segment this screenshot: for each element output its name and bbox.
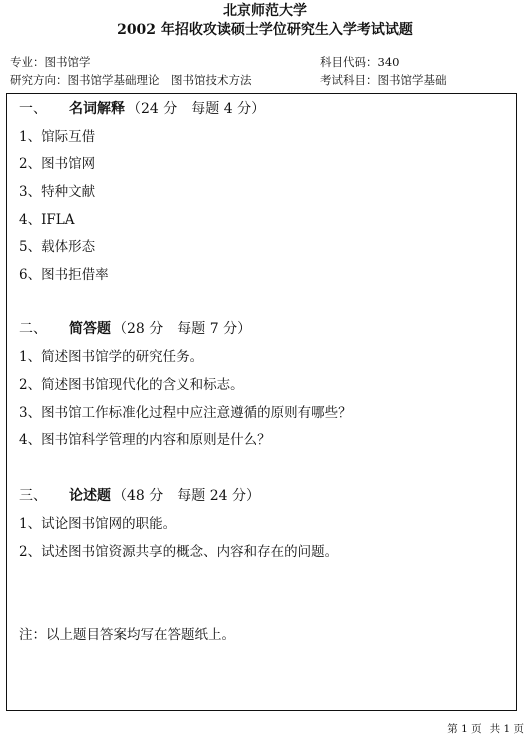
section-heading-1 — [19, 100, 265, 118]
question-item: 6、图书拒借率 — [19, 267, 109, 283]
question-item: 4、IFLA — [19, 212, 75, 228]
section-heading-2 — [19, 320, 251, 338]
subject-code-label: 科目代码：340 — [320, 55, 400, 69]
exam-title: 2002 年招收攻读硕士学位研究生入学考试试题 — [117, 22, 413, 38]
section-name: 论述题 — [69, 488, 111, 504]
question-item: 2、图书馆网 — [19, 156, 96, 172]
page-total: 共 1 页 — [489, 723, 524, 735]
question-item: 1、馆际互借 — [19, 129, 96, 145]
question-item: 2、试述图书馆资源共享的概念、内容和存在的问题。 — [19, 544, 339, 560]
section-score: （28 分 每题 7 分） — [113, 321, 252, 337]
research-direction-label: 研究方向：图书馆学基础理论 图书馆技术方法 — [10, 73, 252, 87]
section-number: 二、 — [19, 321, 47, 337]
section-score: （48 分 每题 24 分） — [113, 488, 260, 504]
question-item: 3、图书馆工作标准化过程中应注意遵循的原则有哪些？ — [19, 405, 352, 421]
question-item: 4、图书馆科学管理的内容和原则是什么？ — [19, 432, 271, 448]
university-name: 北京师范大学 — [223, 3, 307, 19]
section-name: 简答题 — [69, 321, 111, 337]
major-label: 专业：图书馆学 — [10, 55, 91, 69]
section-heading-3 — [19, 487, 260, 505]
exam-subject-label: 考试科目：图书馆学基础 — [320, 73, 447, 87]
section-number: 一、 — [19, 101, 47, 117]
question-frame — [6, 93, 517, 711]
page-number: 第 1 页 — [447, 723, 482, 735]
question-item: 3、特种文献 — [19, 184, 96, 200]
answer-note: 注：以上题目答案均写在答题纸上。 — [19, 627, 235, 643]
section-number: 三、 — [19, 488, 47, 504]
question-item: 2、简述图书馆现代化的含义和标志。 — [19, 377, 244, 393]
section-score: （24 分 每题 4 分） — [127, 101, 266, 117]
page-footer — [447, 723, 524, 736]
question-item: 5、载体形态 — [19, 239, 96, 255]
section-name: 名词解释 — [69, 101, 125, 117]
question-item: 1、试论图书馆网的职能。 — [19, 516, 177, 532]
question-item: 1、简述图书馆学的研究任务。 — [19, 349, 204, 365]
